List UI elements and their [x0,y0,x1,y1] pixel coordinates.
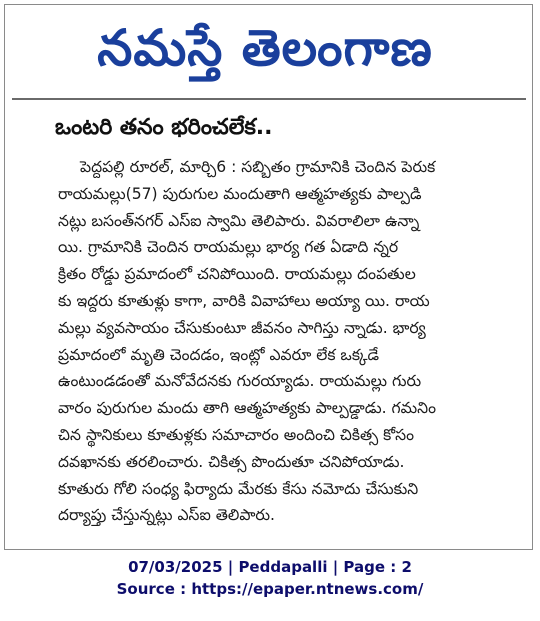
masthead-logo [20,12,510,84]
article-line: దర్యాప్తు చేస్తున్నట్లు ఎస్‌ఐ తెలిపారు. [58,506,276,525]
article-line: దవఖానకు తరలించారు. చికిత్స పొందుతూ చనిపోయాడు. [58,452,405,471]
article-line: చిన స్థానికులు కూతుళ్లకు సమాచారం అందించి చికిత్స కోసం [58,425,414,444]
edition-info: 07/03/2025 | Peddapalli | Page : 2 [128,558,412,576]
article-line: పెద్దపల్లి రూరల్, మార్చి6 : సబ్బితం గ్రామానికి చెందిన పెరుక [80,158,436,176]
article-headline: ఒంటరి తనం భరించలేక.. [55,115,273,140]
masthead-title: నమస్తే తెలంగాణ [97,19,433,77]
article-line: ఉంటుండడంతో మనోవేదనకు గురయ్యాడు. రాయమల్లు గురు [58,372,422,391]
source-footer [0,556,540,600]
article-line: కూతురు గోలి సంధ్య ఫిర్యాదు మేరకు కేసు నమోదు చేసుకుని [58,479,419,498]
article-line: యి. గ్రామానికి చెందిన రాయమల్లు భార్య గత ఏడాది న్నర [58,238,399,257]
masthead-divider [12,98,526,100]
article-line: వారం పురుగుల మందు తాగి ఆత్మహత్యకు పాల్పడ్డాడు. గమనిం [58,399,436,418]
article-line: కు ఇద్దరు కూతుళ్లు కాగా, వారికి వివాహాలు అయ్యా యి. రాయ [58,291,430,310]
source-url: Source : https://epaper.ntnews.com/ [116,580,424,598]
article-line: రాయమల్లు(57) పురుగుల మందుతాగి ఆత్మహత్యకు పాల్పడి [58,184,422,203]
article-line: క్రితం రోడ్డు ప్రమాదంలో చనిపోయింది. రాయమల్లు దంపతుల [58,265,416,284]
article-line: నట్లు బసంత్‌నగర్ ఎస్‌ఐ స్వామి తెలిపారు. వివరాలిలా ఉన్నా [58,211,420,230]
article-line: ప్రమాదంలో మృతి చెందడం, ఇంట్లో ఎవరూ లేక ఒక్కడే [58,345,380,364]
article-body [58,154,494,529]
article-line: మల్లు వ్యవసాయం చేసుకుంటూ జీవనం సాగిస్తు న్నాడు. భార్య [58,318,426,337]
